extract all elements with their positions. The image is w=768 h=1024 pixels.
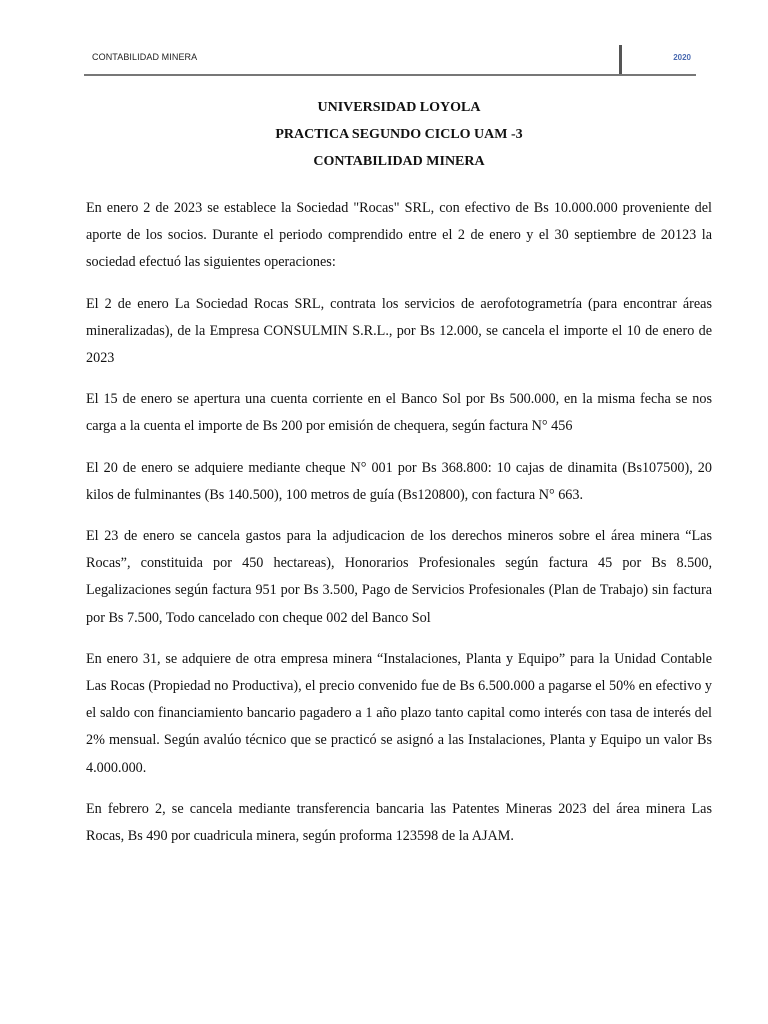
paragraph-operation: El 23 de enero se cancela gastos para la adjudicacion de los derechos mineros sobre el área minera “Las Rocas”, constituida por 450 hectareas), Honorarios Profesionales según factura 45 por Bs 8.500, Legalizaciones según factura 951 por Bs 3.500, Pago de Servicios Profesionales (Plan de Trabajo) sin factura por Bs 7.500, Todo cancelado con cheque 002 del Banco Sol	[86, 528, 712, 626]
paragraph-operation: El 2 de enero La Sociedad Rocas SRL, contrata los servicios de aerofotogrametría (para encontrar áreas mineralizadas), de la Empresa CONSULMIN S.R.L., por Bs 12.000, se cancela el importe el 10 de enero de 2023	[86, 295, 712, 367]
practice-title: PRACTICA SEGUNDO CICLO UAM -3	[275, 127, 523, 142]
document-body	[86, 195, 712, 864]
paragraph-operation: El 20 de enero se adquiere mediante cheque N° 001 por Bs 368.800: 10 cajas de dinamita (Bs107500), 20 kilos de fulminantes (Bs 140.500), 100 metros de guía (Bs120800), con factura N° 663.	[86, 459, 712, 503]
header-rule	[84, 74, 696, 76]
header-title: CONTABILIDAD MINERA	[92, 52, 198, 62]
course-title: CONTABILIDAD MINERA	[313, 154, 485, 169]
header-year: 2020	[673, 53, 691, 62]
university-title: UNIVERSIDAD LOYOLA	[317, 100, 481, 115]
header-divider	[619, 45, 622, 75]
paragraph-operation: En enero 31, se adquiere de otra empresa minera “Instalaciones, Planta y Equipo” para la Unidad Contable Las Rocas (Propiedad no Productiva), el precio convenido fue de Bs 6.500.000 a pagarse el 50% en efectivo y el saldo con financiamiento bancario pagadero a 1 año plazo tanto capital como interés con tasa de interés del 2% mensual. Según avalúo técnico que se practicó se asignó a las Instalaciones, Planta y Equipo un valor Bs 4.000.000.	[86, 650, 712, 776]
paragraph-intro: En enero 2 de 2023 se establece la Sociedad "Rocas" SRL, con efectivo de Bs 10.000.000 proveniente del aporte de los socios. Durante el periodo comprendido entre el 2 de enero y el 30 septiembre de 20123 la sociedad efectuó las siguientes operaciones:	[86, 200, 712, 271]
paragraph-operation: En febrero 2, se cancela mediante transferencia bancaria las Patentes Mineras 2023 del área minera Las Rocas, Bs 490 por cuadricula minera, según proforma 123598 de la AJAM.	[86, 800, 712, 845]
document-title-block	[86, 94, 712, 175]
paragraph-operation: El 15 de enero se apertura una cuenta corriente en el Banco Sol por Bs 500.000, en la misma fecha se nos carga a la cuenta el importe de Bs 200 por emisión de chequera, según factura N° 456	[86, 391, 712, 435]
